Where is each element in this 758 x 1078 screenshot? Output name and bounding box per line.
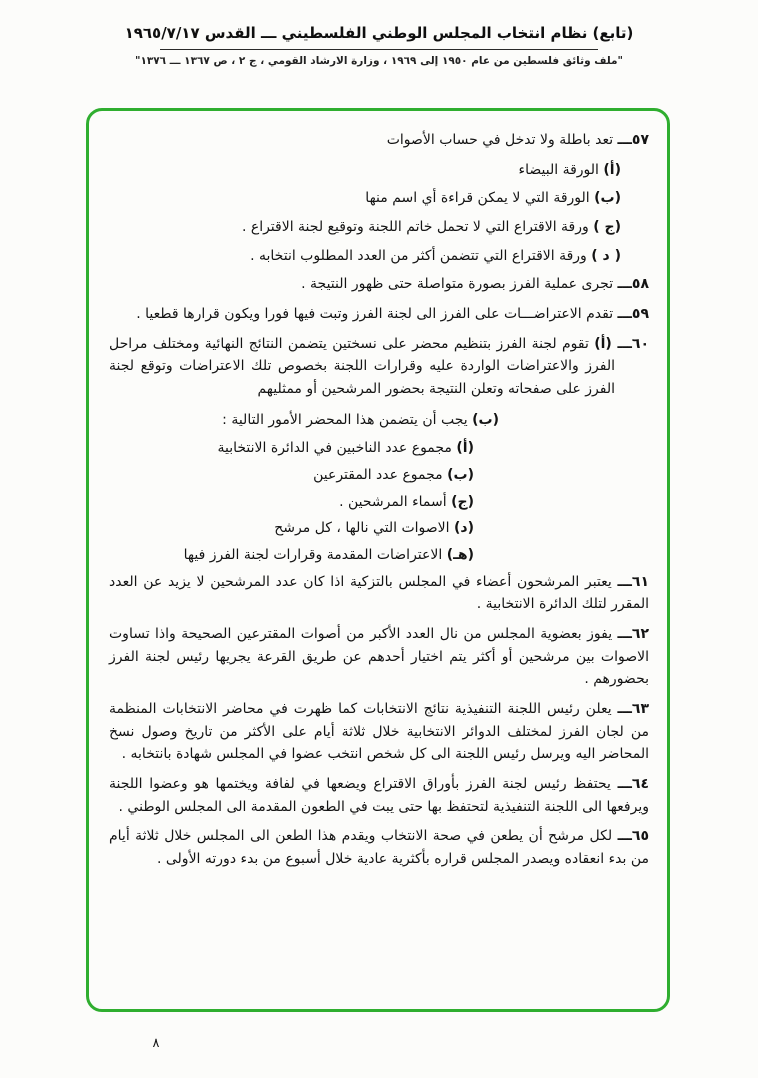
article-text: يجب أن يتضمن هذا المحضر الأمور التالية : xyxy=(222,411,468,428)
article-row xyxy=(109,491,474,514)
article-label: (د) xyxy=(454,520,474,537)
article-row xyxy=(109,159,621,182)
article-label: ( د ) xyxy=(591,247,621,264)
article-text: ورقة الاقتراع التي تتضمن أكثر من العدد المطلوب انتخابه . xyxy=(250,247,587,264)
article-label: ٥٨ـــ xyxy=(617,276,649,293)
article-label: ٦١ـــ xyxy=(617,573,649,590)
article-label: (أ) xyxy=(603,161,621,178)
article-row xyxy=(109,129,649,152)
article-row xyxy=(109,825,649,870)
page-number: ٨ xyxy=(152,1036,160,1051)
article-row xyxy=(109,437,474,460)
article-text: يحتفظ رئيس لجنة الفرز بأوراق الاقتراع ويضعها في لفافة ويختمها هو وعضوا اللجنة ويرفعها الى اللجنة التنفيذية لتحتفظ بها حتى يبت في الطعون المقدمة الى المجلس الوطني . xyxy=(109,776,649,815)
document-title: (تابع) نظام انتخاب المجلس الوطني الفلسطيني ـــ القدس ١٩٦٥/٧/١٧ xyxy=(124,24,634,42)
article-row xyxy=(109,464,474,487)
article-row xyxy=(109,544,474,567)
article-text: تقدم الاعتراضـــات على الفرز الى لجنة الفرز وتبت فيها فورا ويكون قرارها قطعيا . xyxy=(136,306,614,323)
article-text: ورقة الاقتراع التي لا تحمل خاتم اللجنة وتوقيع لجنة الاقتراع . xyxy=(241,219,589,236)
article-row xyxy=(109,517,474,540)
article-row xyxy=(109,623,649,691)
article-row xyxy=(109,273,649,296)
article-label: (ب) xyxy=(472,411,499,428)
article-row xyxy=(109,333,649,401)
article-label: (ج ) xyxy=(593,219,621,236)
header-divider xyxy=(160,49,598,50)
articles-list xyxy=(109,129,649,871)
article-row xyxy=(109,409,499,432)
document-subtitle: "ملف وثائق فلسطين من عام ١٩٥٠ إلى ١٩٦٩ ، وزارة الارشاد القومي ، ج ٢ ، ص ١٣٦٧ ـــ ١٣٧٦" xyxy=(134,55,624,67)
article-text: الورقة البيضاء xyxy=(518,161,599,178)
article-label: ٦٣ـــ xyxy=(617,701,649,718)
article-label: ٦٤ـــ xyxy=(617,776,650,793)
article-label: (ب) xyxy=(594,190,621,207)
article-text: الورقة التي لا يمكن قراءة أي اسم منها xyxy=(365,190,590,207)
article-label: ٥٧ـــ xyxy=(617,132,649,148)
article-row xyxy=(109,773,649,818)
article-text: تقوم لجنة الفرز بتنظيم محضر على نسختين يتضمن النتائج النهائية ومختلف مراحل الفرز والاعتراضات الواردة عليه وقرارات اللجنة بخصوص تلك الاعتراضات وتوقع لجنة الفرز على صفحاته وتعلن النتيجة بحضور المرشحين أو ممثليهم xyxy=(109,335,615,398)
article-text: يفوز بعضوية المجلس من نال العدد الأكبر من أصوات المقترعين الصحيحة واذا تساوت الاصوات بين مرشحين أو أكثر يتم اختيار أحدهم عن طريق القرعة يجريها رئيس لجنة الفرز بحضورهم . xyxy=(109,626,649,688)
article-text: الاصوات التي نالها ، كل مرشح xyxy=(274,520,450,537)
article-label: (أ) xyxy=(456,440,474,457)
article-text: لكل مرشح أن يطعن في صحة الانتخاب ويقدم هذا الطعن الى المجلس خلال ثلاثة أيام من بدء انعقاده ويصدر المجلس قراره بأكثرية عادية خلال أسبوع من بدء دورته الأولى . xyxy=(109,828,649,868)
article-row xyxy=(109,571,649,616)
article-row xyxy=(109,698,649,766)
article-text: تعد باطلة ولا تدخل في حساب الأصوات xyxy=(386,132,614,148)
article-text: تجرى عملية الفرز بصورة متواصلة حتى ظهور النتيجة . xyxy=(301,276,614,293)
article-label: (ج) xyxy=(451,493,474,510)
article-text: يعلن رئيس اللجنة التنفيذية نتائج الانتخابات كما ظهرت في محاضر الانتخابات المنظمة من لجان الفرز لمختلف الدوائر الانتخابية خلال ثلاثة أيام على الأكثر من تاريخ وصول نسخ المحاضر اليه ويرسل رئيس اللجنة الى كل شخص انتخب عضوا في المجلس شهادة بانتخابه . xyxy=(109,701,649,763)
article-row xyxy=(109,245,621,268)
article-text: الاعتراضات المقدمة وقرارات لجنة الفرز فيها xyxy=(183,547,443,564)
article-row xyxy=(109,303,649,326)
article-label: (هـ) xyxy=(446,547,474,564)
article-label: ٦٠ـــ (أ) xyxy=(594,335,650,352)
article-row xyxy=(109,187,621,210)
article-text: مجموع عدد المقترعين xyxy=(313,467,443,484)
document-header xyxy=(0,24,758,67)
article-label: ٥٩ـــ xyxy=(617,306,649,323)
article-text: يعتبر المرشحون أعضاء في المجلس بالتزكية اذا كان عدد المرشحين لا يزيد عن العدد المقرر لتلك الدائرة الانتخابية . xyxy=(109,573,649,613)
article-label: ٦٢ـــ xyxy=(617,626,649,643)
article-text: أسماء المرشحين . xyxy=(339,493,447,510)
content-border-box xyxy=(86,108,670,1012)
article-row xyxy=(109,216,621,239)
article-text: مجموع عدد الناخبين في الدائرة الانتخابية xyxy=(217,440,452,457)
article-label: ٦٥ـــ xyxy=(617,828,650,845)
article-label: (ب) xyxy=(447,467,474,484)
